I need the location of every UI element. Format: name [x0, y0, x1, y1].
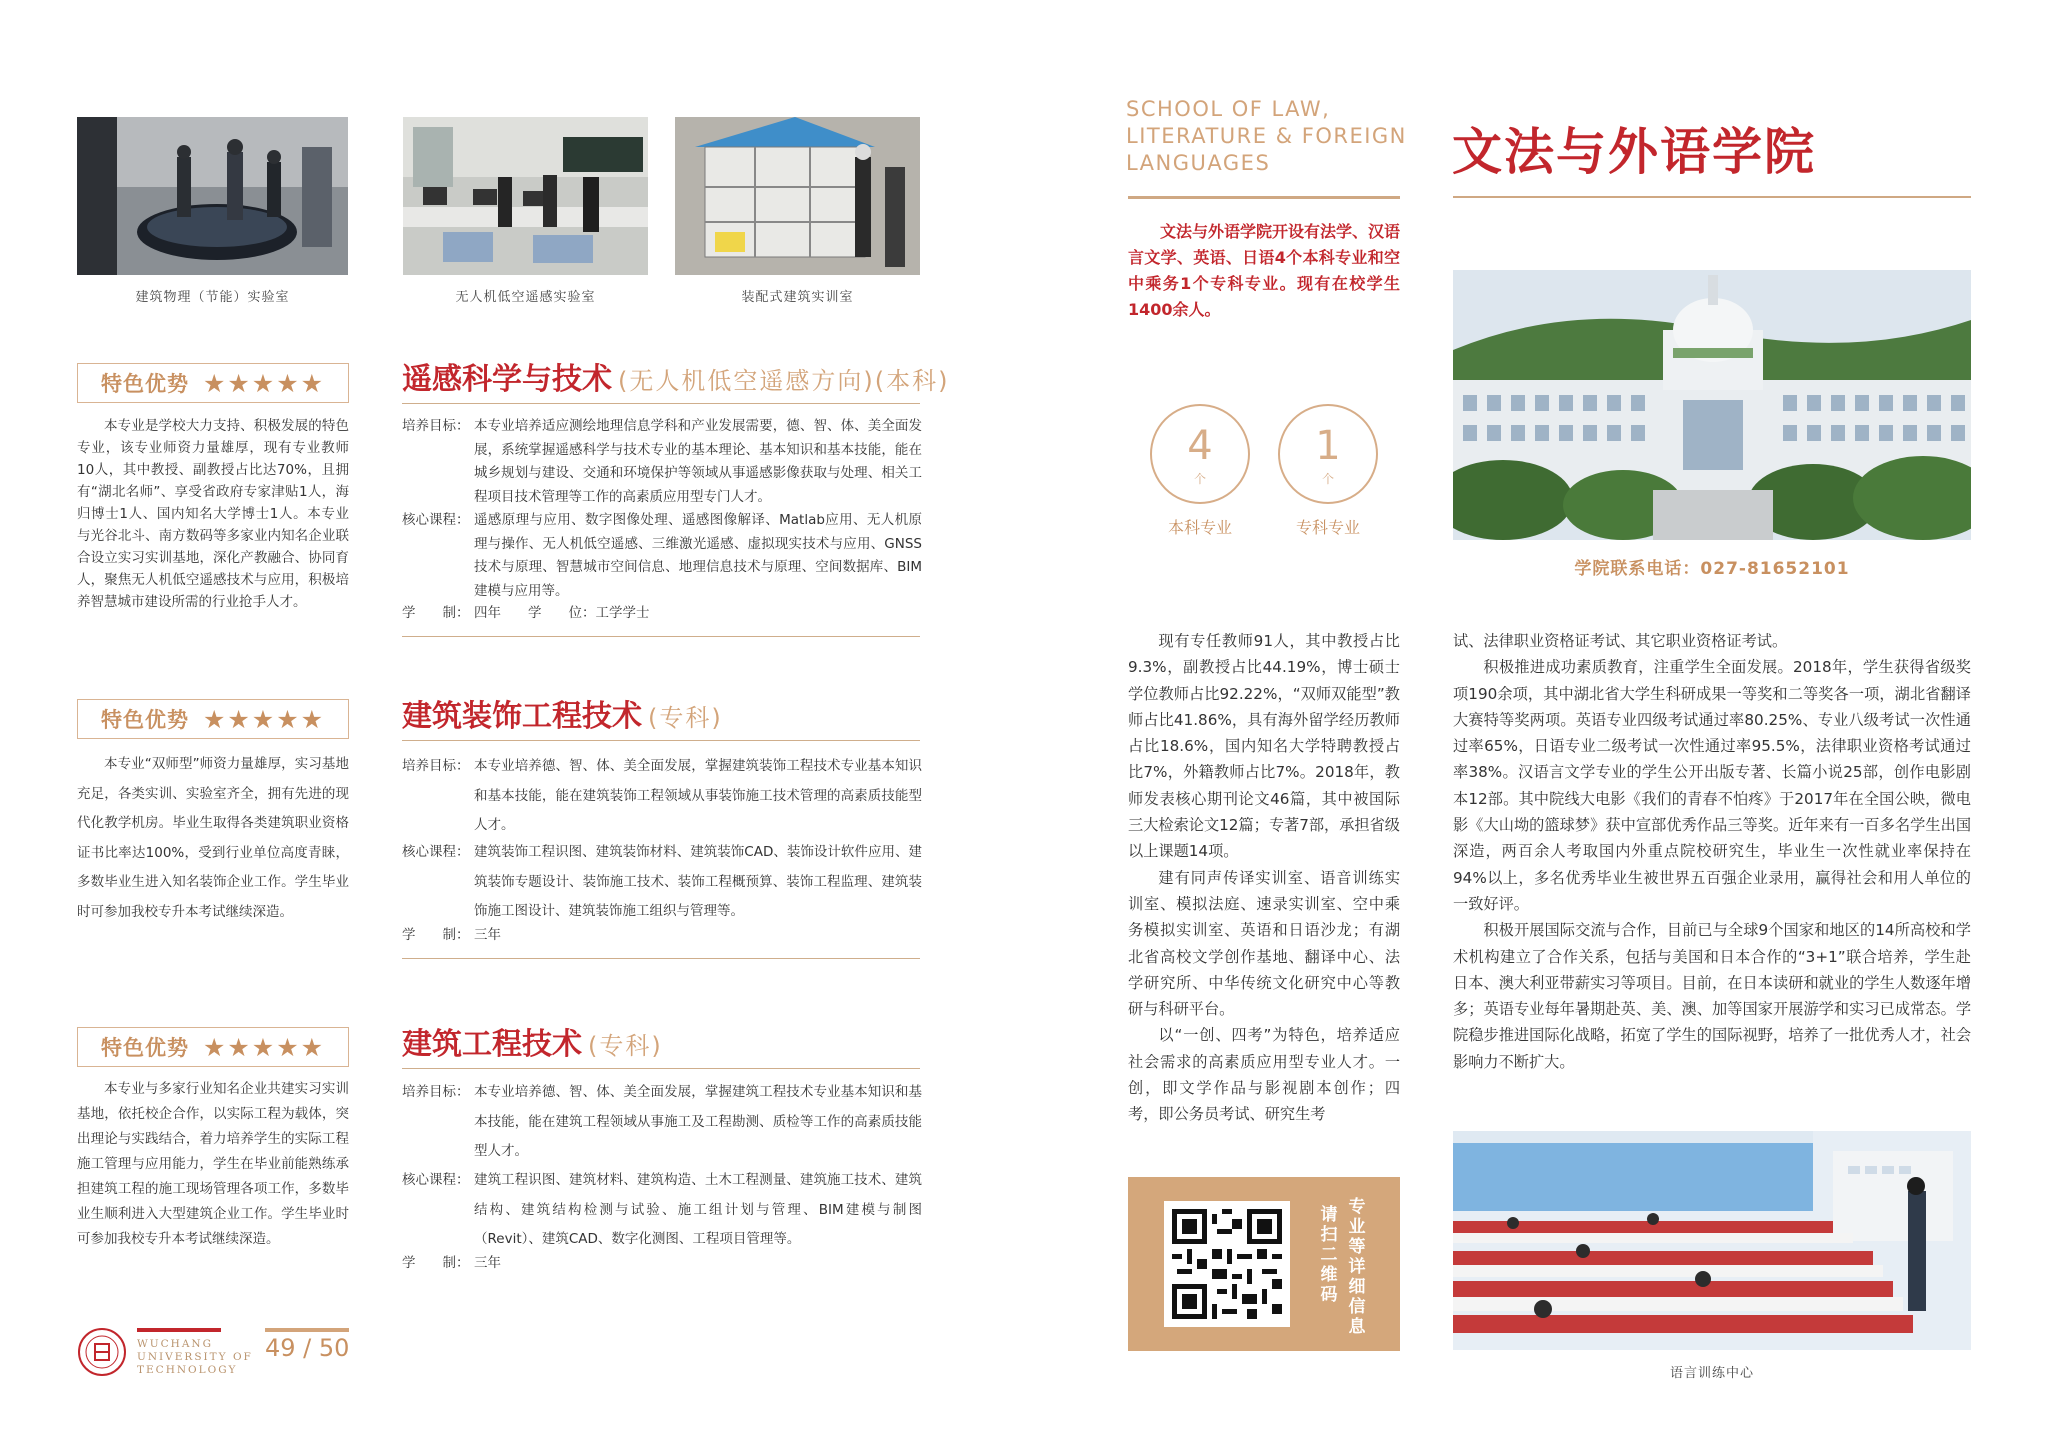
- body-paragraph: 积极开展国际交流与合作，目前已与全球9个国家和地区的14所高校和学术机构建立了合作关系，包括与美国和日本合作的“3+1”联合培养，学生赴日本、澳大利亚带薪实习等项目。目前，在日本读研和就业的学生人数逐年增多；英语专业每年暑期赴英、美、澳、加等国家开展游学和实习已成常态。学院稳步推进国际化战略，拓宽了学生的国际视野，培养了一批优秀人才，社会影响力不断扩大。: [1453, 921, 1971, 1071]
- english-title-line: LANGUAGES: [1126, 151, 1271, 175]
- field-value: 遥感原理与应用、数字图像处理、遥感图像解译、Matlab应用、无人机原理与操作、无人机低空遥感、三维激光遥感、虚拟现实技术与应用、GNSS技术与原理、智慧城市空间信息、地理信息技术与原理、空间数据库、BIM建模与应用等。: [474, 512, 922, 599]
- field-label: 核心课程：: [402, 844, 470, 860]
- footer-gold-rule: [265, 1328, 349, 1332]
- school-name-line: WUCHANG: [137, 1338, 213, 1350]
- body-paragraph: 现有专任教师91人，其中教授占比9.3%，副教授占比44.19%，博士硕士学位教师占比92.22%，“双师双能型”教师占比41.86%，具有海外留学经历教师占比18.6%，国内知名大学特聘教授占比7%，外籍教师占比7%。2018年，教师发表核心期刊论文46篇，其中被国际三大检索论文12篇；专著7部，承担省级以上课题14项。: [1128, 632, 1400, 861]
- divider: [402, 740, 920, 741]
- qr-code-panel: [1128, 1177, 1400, 1351]
- field-label: 培养目标：: [402, 1084, 470, 1100]
- stat-number: 1: [1315, 423, 1341, 469]
- body-paragraph: 积极推进成功素质教育，注重学生全面发展。2018年，学生获得省级奖项190余项，其中湖北省大学生科研成果一等奖和二等奖各一项，湖北省翻译大赛特等奖两项。英语专业四级考试通过率80.25%、专业八级考试一次性通过率65%，日语专业二级考试一次性通过率95.5%，法律职业资格考试通过率38%。汉语言文学专业的学生公开出版专著、长篇小说25部，创作电影剧本12部。其中院线大电影《我们的青春不怕疼》于2017年在全国公映，微电影《大山坳的篮球梦》获中宣部优秀作品三等奖。近年来有一百多名学生出国深造，两百余人考取国内外重点院校研究生，毕业生一次性就业率保持在94%以上，多名优秀毕业生被世界五百强企业录用，赢得社会和用人单位的一致好评。: [1453, 658, 1971, 913]
- field-value: 三年: [474, 927, 501, 943]
- major-qualifier: (专科): [588, 1032, 663, 1060]
- university-seal-logo: [77, 1327, 127, 1377]
- major-field: [402, 1078, 922, 1167]
- stat-unit: 个: [1193, 472, 1206, 486]
- feature-badge-label: 特色优势: [100, 1036, 189, 1060]
- stat-circle: [1278, 404, 1378, 504]
- field-label: 培养目标：: [402, 418, 470, 434]
- field-label: 核心课程：: [402, 1172, 470, 1188]
- field-value: 本专业培养德、智、体、美全面发展，掌握建筑装饰工程技术专业基本知识和基本技能，能在建筑装饰工程领域从事装饰施工技术管理的高素质技能型人才。: [474, 758, 922, 833]
- field-value: 建筑工程识图、建筑材料、建筑构造、土木工程测量、建筑施工技术、建筑结构、建筑结构检测与试验、施工组计划与管理、BIM建模与制图（Revit）、建筑CAD、数字化测图、工程项目管理等。: [474, 1172, 922, 1247]
- feature-badge: [77, 363, 349, 403]
- star-rating-icon: ★★★★★: [202, 704, 326, 734]
- body-column-left: [1128, 628, 1400, 1128]
- english-title-line: LITERATURE & FOREIGN: [1126, 124, 1407, 148]
- body-paragraph: 建有同声传译实训室、语音训练实训室、模拟法庭、速录实训室、空中乘务模拟实训室、英语和日语沙龙；有湖北省高校文学创作基地、翻译中心、法学研究所、中华传统文化研究中心等教研与科研平台。: [1128, 868, 1400, 1019]
- title-underline: [1128, 196, 1400, 199]
- qr-code-icon[interactable]: [1164, 1201, 1290, 1327]
- major-name: 建筑装饰工程技术: [402, 699, 642, 734]
- photo-language-training-center: [1453, 1131, 1971, 1350]
- field-value: 建筑装饰工程识图、建筑装饰材料、建筑装饰CAD、装饰设计软件应用、建筑装饰专题设计、装饰施工技术、装饰工程概预算、装饰工程监理、建筑装饰施工图设计、建筑装饰施工组织与管理等。: [474, 844, 922, 919]
- major-title: [402, 691, 723, 735]
- major-field: [402, 415, 922, 509]
- major-field: [402, 1166, 922, 1255]
- feature-description: 本专业与多家行业知名企业共建实习实训基地，依托校企合作，以实际工程为载体，突出理论与实践结合，着力培养学生的实际工程施工管理与应用能力，学生在毕业前能熟练承担建筑工程的施工现场管理各项工作，多数毕业生顺利进入大型建筑企业工作。学生毕业时可参加我校专升本考试继续深造。: [77, 1081, 349, 1247]
- major-field: [402, 1252, 922, 1276]
- star-rating-icon: ★★★★★: [202, 1032, 326, 1062]
- divider: [402, 958, 920, 959]
- stat-unit: 个: [1321, 472, 1334, 486]
- major-field: [402, 838, 922, 927]
- feature-description: 本专业是学校大力支持、积极发展的特色专业，该专业师资力量雄厚，现有专业教师10人，其中教授、副教授占比达70%，且拥有“湖北名师”、享受省政府专家津贴1人，海归博士1人、国内知名大学博士1人。本专业与光谷北斗、南方数码等多家业内知名企业联合设立实习实训基地，深化产教融合、协同育人，聚焦无人机低空遥感技术与应用，积极培养智慧城市建设所需的行业抢手人才。: [77, 418, 349, 610]
- major-field: [402, 509, 922, 603]
- feature-badge-label: 特色优势: [100, 372, 189, 396]
- feature-badge: [77, 699, 349, 739]
- field-value: 本专业培养适应测绘地理信息学科和产业发展需要，德、智、体、美全面发展，系统掌握遥感科学与技术专业的基本理论、基本知识和基本技能，能在城乡规划与建设、交通和环境保护等领域从事遥感影像获取与处理、相关工程项目技术管理等工作的高素质应用型专门人才。: [474, 418, 922, 505]
- major-field: [402, 752, 922, 841]
- field-label: 学 制：: [402, 927, 470, 943]
- page-number: 49 / 50: [265, 1334, 350, 1362]
- major-title: [402, 1019, 663, 1063]
- intro-text: 文法与外语学院开设有法学、汉语言文学、英语、日语4个本科专业和空中乘务1个专科专业。现有在校学生1400余人。: [1128, 222, 1401, 319]
- chinese-title: 文法与外语学院: [1452, 122, 1816, 181]
- photo-caption: 无人机低空遥感实验室: [455, 290, 596, 305]
- photo-prefab-building-lab: [675, 117, 920, 275]
- field-label: 核心课程：: [402, 512, 470, 528]
- divider: [402, 403, 920, 404]
- footer-red-rule: [137, 1328, 221, 1332]
- photo-school-building: [1453, 270, 1971, 540]
- photo-caption: 语言训练中心: [1669, 1366, 1754, 1381]
- photo-building-physics-lab: [77, 117, 348, 275]
- body-paragraph: 试、法律职业资格证考试、其它职业资格证考试。: [1453, 632, 1788, 650]
- photo-caption: 装配式建筑实训室: [741, 290, 854, 305]
- school-name-footer: [137, 1338, 253, 1377]
- field-value: 四年 学 位：工学学士: [474, 605, 650, 621]
- contact-phone: 学院联系电话：027-81652101: [1574, 559, 1850, 579]
- body-paragraph: 以“一创、四考”为特色，培养适应社会需求的高素质应用型专业人才。一创，即文学作品与影视剧本创作；四考，即公务员考试、研究生考: [1128, 1026, 1400, 1124]
- stat-number: 4: [1187, 423, 1213, 469]
- major-name: 遥感科学与技术: [402, 362, 612, 397]
- school-name-line: TECHNOLOGY: [137, 1364, 238, 1376]
- star-rating-icon: ★★★★★: [202, 368, 326, 398]
- major-field: [402, 602, 922, 626]
- english-title: [1126, 96, 1407, 177]
- major-qualifier: (专科): [648, 704, 723, 732]
- english-title-line: SCHOOL OF LAW,: [1126, 97, 1331, 121]
- major-field: [402, 924, 922, 948]
- stat-label: 专科专业: [1295, 518, 1360, 537]
- feature-description: 本专业“双师型”师资力量雄厚，实习基地充足，各类实训、实验室齐全，拥有先进的现代化教学机房。毕业生取得各类建筑职业资格证书比率达100%，受到行业单位高度青睐，多数毕业生进入知名装饰企业工作。学生毕业时可参加我校专升本考试继续深造。: [77, 756, 349, 920]
- qr-text-column: 请扫二维码: [1320, 1205, 1338, 1305]
- major-title: [402, 354, 949, 398]
- qr-text-column: 专业等详细信息: [1348, 1197, 1366, 1337]
- divider: [402, 1068, 920, 1069]
- field-value: 三年: [474, 1255, 501, 1271]
- field-label: 学 制：: [402, 605, 470, 621]
- school-name-line: UNIVERSITY OF: [137, 1351, 253, 1363]
- body-column-right: [1453, 628, 1971, 1075]
- field-label: 培养目标：: [402, 758, 470, 774]
- feature-badge-label: 特色优势: [100, 708, 189, 732]
- stat-label: 本科专业: [1167, 518, 1232, 537]
- photo-caption: 建筑物理（节能）实验室: [135, 290, 290, 305]
- major-name: 建筑工程技术: [402, 1027, 582, 1062]
- field-label: 学 制：: [402, 1255, 470, 1271]
- major-qualifier: (无人机低空遥感方向)(本科): [618, 367, 950, 395]
- field-value: 本专业培养德、智、体、美全面发展，掌握建筑工程技术专业基本知识和基本技能，能在建筑工程领域从事施工及工程勘测、质检等工作的高素质技能型人才。: [474, 1084, 922, 1159]
- divider: [402, 636, 920, 637]
- feature-badge: [77, 1027, 349, 1067]
- photo-uav-lab: [403, 117, 648, 275]
- stat-circle: [1150, 404, 1250, 504]
- title-underline: [1453, 196, 1971, 198]
